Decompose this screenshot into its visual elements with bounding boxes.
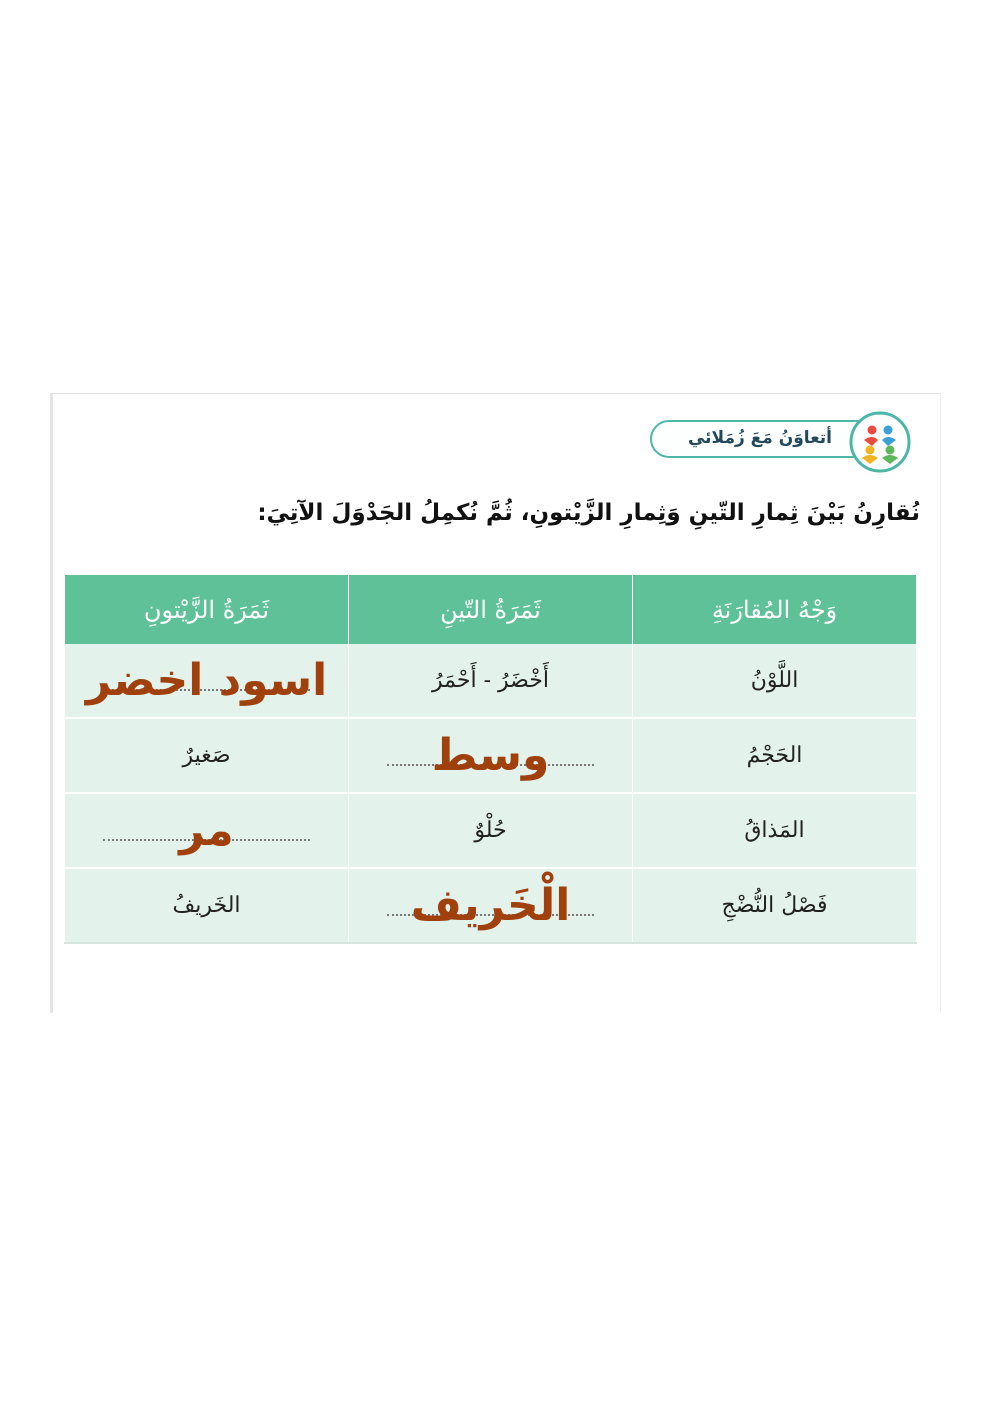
- badge-label: أتعاوَنُ مَعَ زُمَلائي: [687, 428, 832, 448]
- table-row: [65, 868, 917, 943]
- table-header-row: [65, 575, 917, 644]
- cell-olive: صَغيرٌ: [65, 718, 349, 793]
- cell-fig-answer[interactable]: [349, 718, 633, 793]
- cell-olive-answer[interactable]: [65, 793, 349, 868]
- table-row: [65, 644, 917, 718]
- cell-aspect: اللَّوْنُ: [633, 644, 917, 718]
- header-olive: ثَمَرَةُ الزَّيْتونِ: [65, 575, 349, 644]
- handwritten-answer: وسط: [431, 729, 550, 781]
- handwritten-answer: اسود اخضر: [85, 654, 328, 706]
- people-group-icon: [848, 410, 912, 474]
- cell-fig-answer[interactable]: [349, 868, 633, 943]
- table-row: [65, 718, 917, 793]
- cell-aspect: المَذاقُ: [633, 793, 917, 868]
- comparison-table: [64, 575, 917, 944]
- cell-aspect: الحَجْمُ: [633, 718, 917, 793]
- table-row: [65, 793, 917, 868]
- header-fig: ثَمَرَةُ التّينِ: [349, 575, 633, 644]
- cooperation-badge: [650, 416, 918, 464]
- cell-olive-answer[interactable]: [65, 644, 349, 718]
- instruction-text: نُقارِنُ بَيْنَ ثِمارِ التّينِ وَثِمارِ الزَّيْتونِ، ثُمَّ نُكمِلُ الجَدْوَلَ الآتِيَ:: [257, 500, 920, 526]
- cell-aspect: فَصْلُ النُّضْجِ: [633, 868, 917, 943]
- cell-fig: حُلْوٌ: [349, 793, 633, 868]
- handwritten-answer: مر: [179, 804, 234, 856]
- cell-fig: أَخْضَرُ - أَحْمَرُ: [349, 644, 633, 718]
- cell-olive: الخَريفُ: [65, 868, 349, 943]
- handwritten-answer: الْخَريف: [410, 879, 571, 931]
- header-aspect: وَجْهُ المُقارَنَةِ: [633, 575, 917, 644]
